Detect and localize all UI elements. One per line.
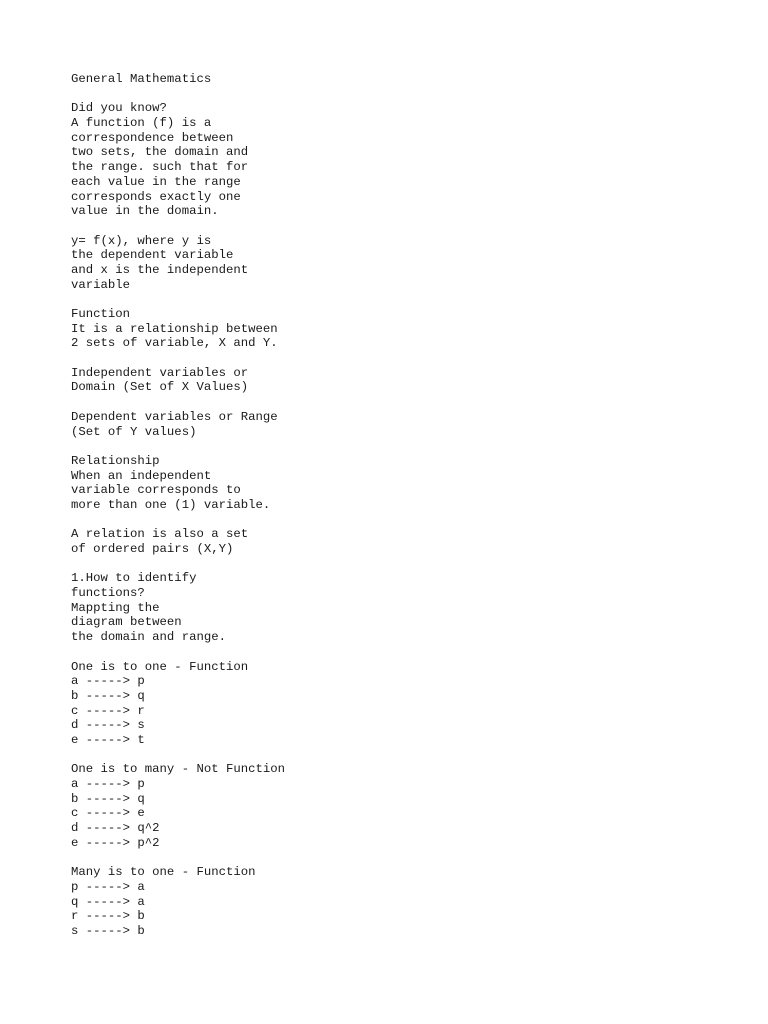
text-line: functions?: [71, 586, 145, 601]
text-line: a -----> p: [71, 674, 145, 689]
text-line: two sets, the domain and: [71, 145, 249, 160]
text-line: e -----> p^2: [71, 835, 160, 850]
text-line: d -----> s: [71, 718, 145, 733]
text-line: each value in the range: [71, 174, 241, 189]
text-line: s -----> b: [71, 923, 145, 938]
text-line: p -----> a: [71, 879, 145, 894]
text-line: Domain (Set of X Values): [71, 380, 249, 395]
text-line: q -----> a: [71, 894, 145, 909]
text-line: 2 sets of variable, X and Y.: [71, 336, 278, 351]
text-line: General Mathematics: [71, 72, 212, 86]
text-line: y= f(x), where y is: [71, 233, 212, 248]
text-line: the dependent variable: [71, 248, 234, 263]
blank-line: [71, 292, 731, 307]
text-line: c -----> r: [71, 703, 145, 718]
text-line: Relationship: [71, 453, 160, 468]
text-line: and x is the independent: [71, 262, 249, 277]
text-line: A relation is also a set: [71, 527, 249, 542]
text-line: correspondence between: [71, 130, 234, 145]
text-line: a -----> p: [71, 777, 145, 791]
text-line: d -----> q^2: [71, 821, 160, 836]
text-line: the domain and range.: [71, 630, 226, 645]
text-line: value in the domain.: [71, 204, 219, 219]
blank-line: [71, 395, 731, 410]
text-line: Function: [71, 307, 131, 321]
text-line: variable: [71, 277, 131, 292]
text-line: variable corresponds to: [71, 483, 241, 498]
text-line: Did you know?: [71, 101, 167, 116]
blank-line: [71, 748, 731, 763]
text-line: 1.How to identify: [71, 571, 197, 586]
text-line: Mappting the: [71, 600, 160, 615]
text-line: of ordered pairs (X,Y): [71, 542, 234, 556]
text-line: One is to many - Not Function: [71, 762, 286, 777]
blank-line: [71, 557, 731, 572]
text-line: diagram between: [71, 615, 182, 630]
text-line: r -----> b: [71, 909, 145, 924]
text-line: corresponds exactly one: [71, 189, 241, 204]
text-line: Independent variables or: [71, 365, 249, 380]
blank-line: [71, 351, 731, 366]
text-line: A function (f) is a: [71, 116, 212, 131]
text-line: b -----> q: [71, 791, 145, 806]
blank-line: [71, 87, 731, 102]
blank-line: [71, 219, 731, 234]
document-body: [71, 72, 731, 939]
text-line: Dependent variables or Range: [71, 409, 278, 424]
blank-line: [71, 513, 731, 528]
blank-line: [71, 439, 731, 454]
text-line: Many is to one - Function: [71, 865, 256, 880]
blank-line: [71, 645, 731, 660]
text-line: more than one (1) variable.: [71, 497, 271, 512]
text-line: When an independent: [71, 468, 212, 483]
blank-line: [71, 850, 731, 865]
text-line: c -----> e: [71, 806, 145, 821]
text-line: One is to one - Function: [71, 659, 249, 674]
text-line: b -----> q: [71, 688, 145, 703]
text-line: (Set of Y values): [71, 424, 197, 439]
text-line: the range. such that for: [71, 160, 249, 175]
text-line: It is a relationship between: [71, 321, 278, 336]
text-line: e -----> t: [71, 732, 145, 747]
